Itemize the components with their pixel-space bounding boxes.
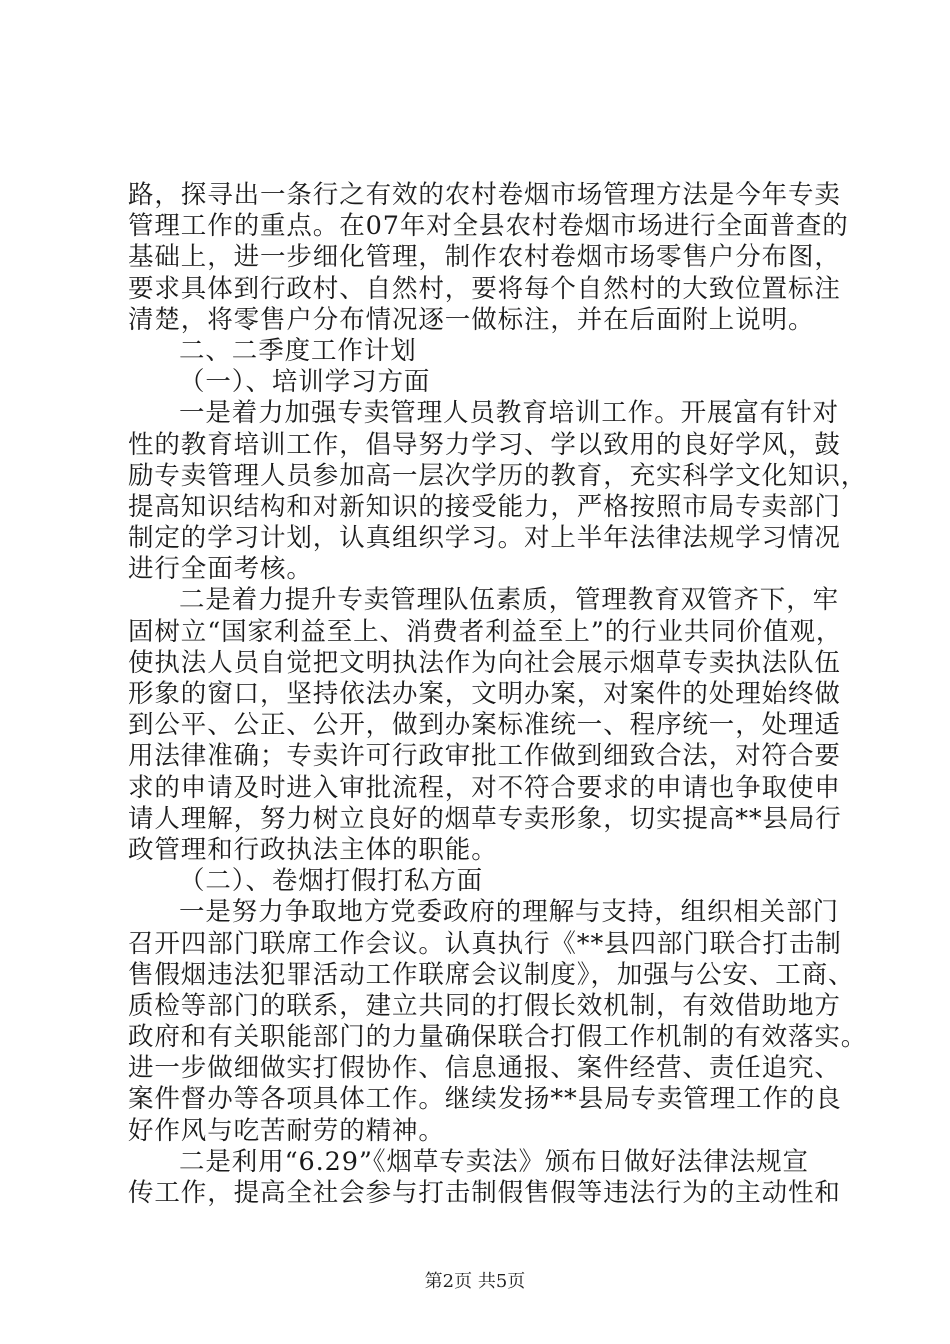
text-line: 基础上，进一步细化管理，制作农村卷烟市场零售户分布图， xyxy=(128,242,841,273)
text-line: 清楚，将零售户分布情况逐一做标注，并在后面附上说明。 xyxy=(128,304,815,335)
text-line: 进一步做细做实打假协作、信息通报、案件经营、责任追究、 xyxy=(128,1053,841,1084)
document-body xyxy=(128,180,868,1209)
text-line: 制定的学习计划，认真组织学习。对上半年法律法规学习情况 xyxy=(128,523,841,554)
text-line: 案件督办等各项具体工作。继续发扬**县局专卖管理工作的良 xyxy=(128,1084,842,1115)
text-line: 二是利用“6.29”《烟草专卖法》颁布日做好法律法规宣 xyxy=(179,1146,809,1177)
text-line: 进行全面考核。 xyxy=(128,554,313,585)
text-line: 政管理和行政执法主体的职能。 xyxy=(128,834,498,865)
text-line: 二是着力提升专卖管理队伍素质，管理教育双管齐下，牢 xyxy=(179,585,840,616)
text-line: （一）、培训学习方面 xyxy=(179,367,431,398)
text-line: 要求具体到行政村、自然村，要将每个自然村的大致位置标注 xyxy=(128,273,841,304)
text-line: 管理工作的重点。在07年对全县农村卷烟市场进行全面普查的 xyxy=(128,211,849,242)
text-line: 政府和有关职能部门的力量确保联合打假工作机制的有效落实。 xyxy=(128,1022,868,1053)
page-number-footer: 第2页 共5页 xyxy=(424,1271,526,1292)
text-line: 质检等部门的联系，建立共同的打假长效机制，有效借助地方 xyxy=(128,990,841,1021)
text-line: 一是努力争取地方党委政府的理解与支持，组织相关部门 xyxy=(179,897,840,928)
text-line: 路，探寻出一条行之有效的农村卷烟市场管理方法是今年专卖 xyxy=(128,180,841,210)
text-line: 求的申请及时进入审批流程，对不符合要求的申请也争取使申 xyxy=(128,772,841,803)
text-line: 形象的窗口，坚持依法办案，文明办案，对案件的处理始终做 xyxy=(128,679,841,709)
text-line: 好作风与吃苦耐劳的精神。 xyxy=(128,1115,445,1146)
text-line: 提高知识结构和对新知识的接受能力，严格按照市局专卖部门 xyxy=(128,491,841,522)
text-line: 使执法人员自觉把文明执法作为向社会展示烟草专卖执法队伍 xyxy=(128,647,841,678)
text-line: 励专卖管理人员参加高一层次学历的教育，充实科学文化知识， xyxy=(128,460,868,491)
text-line: 一是着力加强专卖管理人员教育培训工作。开展富有针对 xyxy=(179,398,840,429)
text-line: 固树立“国家利益至上、消费者利益至上”的行业共同价值观， xyxy=(128,616,843,647)
text-line: 性的教育培训工作，倡导努力学习、学以致用的良好学风，鼓 xyxy=(128,429,841,460)
text-line: 传工作，提高全社会参与打击制假售假等违法行为的主动性和 xyxy=(128,1178,841,1208)
text-line: 售假烟违法犯罪活动工作联席会议制度》，加强与公安、工商、 xyxy=(128,959,855,990)
text-line: 到公平、公正、公开，做到办案标准统一、程序统一，处理适 xyxy=(128,710,841,741)
text-line: 二、二季度工作计划 xyxy=(179,335,417,366)
text-line: 召开四部门联席工作会议。认真执行《**县四部门联合打击制 xyxy=(128,928,842,959)
text-line: （二）、卷烟打假打私方面 xyxy=(179,866,484,897)
text-line: 请人理解，努力树立良好的烟草专卖形象，切实提高**县局行 xyxy=(128,803,842,834)
text-line: 用法律准确；专卖许可行政审批工作做到细致合法，对符合要 xyxy=(128,741,841,772)
